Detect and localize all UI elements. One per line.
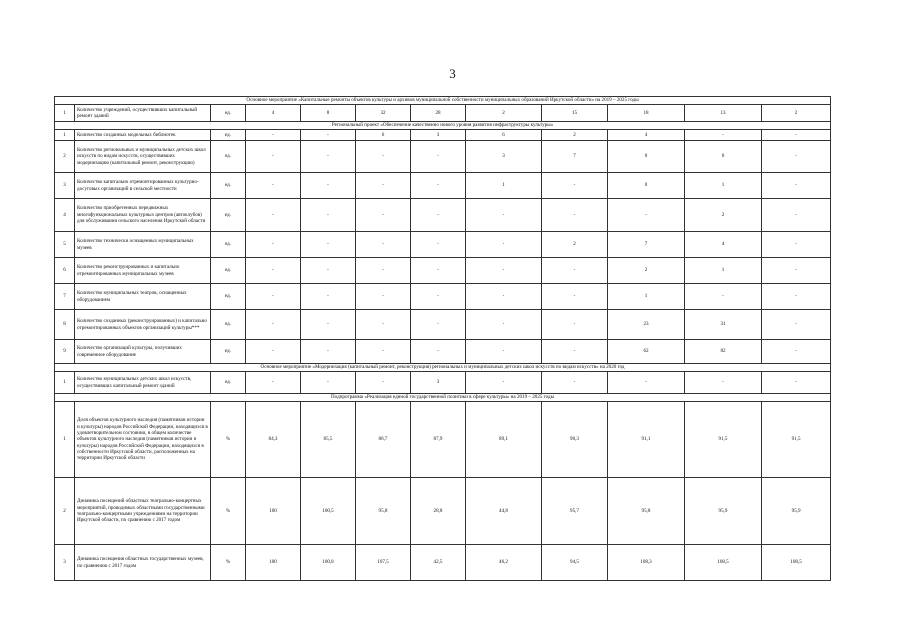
table-row — [55, 372, 831, 394]
value-cell: 95,7 — [542, 478, 608, 545]
value-cell: - — [542, 372, 608, 394]
value-cell: - — [542, 310, 608, 340]
value-cell: - — [762, 199, 831, 232]
indicator-name: Динамика посещений областных театрально-концертных мероприятий, проводимых областными государственными театрально-концертными учреждениями на территории Иркутской области, по сравнению с 2017 годом — [75, 478, 211, 545]
indicator-name: Количество технически оснащенных муниципальных музеев — [75, 232, 211, 258]
value-cell: - — [466, 340, 542, 364]
table-row — [55, 130, 831, 141]
indicator-name: Количество муниципальных театров, оснащенных оборудованием — [75, 284, 211, 310]
value-cell: 2 — [685, 199, 762, 232]
value-cell: 84,3 — [246, 402, 301, 478]
page-number: 3 — [449, 66, 456, 81]
row-number: 5 — [55, 232, 75, 258]
indicator-name: Количество приобретенных передвижных многофункциональных культурных центров (автоклубов) для обслуживания сельского населения Иркутской области — [75, 199, 211, 232]
value-cell: - — [542, 284, 608, 310]
value-cell: 3 — [411, 130, 466, 141]
value-cell: - — [411, 199, 466, 232]
value-cell: - — [542, 199, 608, 232]
value-cell: - — [246, 173, 301, 199]
value-cell: - — [301, 141, 356, 173]
value-cell: 62 — [608, 340, 685, 364]
value-cell: - — [301, 130, 356, 141]
value-cell: - — [356, 141, 411, 173]
value-cell: 89,1 — [466, 402, 542, 478]
value-cell: 1 — [466, 173, 542, 199]
indicator-name: Количество муниципальных детских школ искусств, осуществивших капитальный ремонт зданий — [75, 372, 211, 394]
value-cell: - — [246, 258, 301, 284]
value-cell: - — [762, 173, 831, 199]
value-cell: 2 — [542, 232, 608, 258]
value-cell: - — [762, 232, 831, 258]
value-cell: 1 — [608, 284, 685, 310]
value-cell: - — [466, 232, 542, 258]
value-cell: 87,9 — [411, 402, 466, 478]
value-cell: - — [411, 141, 466, 173]
table-row — [55, 232, 831, 258]
value-cell: - — [466, 284, 542, 310]
value-cell: 108,5 — [685, 545, 762, 581]
indicator-name: Доля объектов культурного наследия (памятников истории и культуры) народов Российской Федерации, находящихся в удовлетворительном состоянии, в общем количестве объектов культурного наследия (памятников истории и культуры) народов Российской Федерации, находящихся в собственности Иркутской области, расположенных на территории Иркутской области — [75, 402, 211, 478]
value-cell: 3 — [411, 372, 466, 394]
value-cell: - — [301, 372, 356, 394]
value-cell: 95,9 — [685, 478, 762, 545]
value-cell: - — [762, 284, 831, 310]
value-cell: 90,3 — [542, 402, 608, 478]
value-cell: 8 — [301, 105, 356, 122]
value-cell: - — [608, 199, 685, 232]
row-number: 1 — [55, 130, 75, 141]
value-cell: - — [246, 199, 301, 232]
table-row — [55, 402, 831, 478]
value-cell: 28 — [411, 105, 466, 122]
value-cell: 4 — [608, 130, 685, 141]
row-number: 3 — [55, 173, 75, 199]
value-cell: - — [411, 258, 466, 284]
value-cell: 95,8 — [356, 478, 411, 545]
value-cell: - — [356, 232, 411, 258]
value-cell: 4 — [246, 105, 301, 122]
value-cell: - — [301, 199, 356, 232]
value-cell: 95,9 — [762, 478, 831, 545]
value-cell: - — [466, 199, 542, 232]
row-number: 1 — [55, 402, 75, 478]
value-cell: 44,8 — [466, 478, 542, 545]
value-cell: 28,8 — [411, 478, 466, 545]
value-cell: 46,2 — [466, 545, 542, 581]
table-row — [55, 310, 831, 340]
value-cell: - — [762, 310, 831, 340]
value-cell: 31 — [685, 310, 762, 340]
value-cell: 100 — [246, 545, 301, 581]
value-cell: 2 — [542, 130, 608, 141]
value-cell: - — [301, 258, 356, 284]
unit-cell: ед. — [211, 258, 246, 284]
value-cell: - — [411, 310, 466, 340]
indicator-name: Количество капитально отремонтированных культурно-досуговых организаций в сельской местности — [75, 173, 211, 199]
value-cell: 95,8 — [608, 478, 685, 545]
row-number: 7 — [55, 284, 75, 310]
unit-cell: % — [211, 545, 246, 581]
value-cell: - — [466, 372, 542, 394]
unit-cell: ед. — [211, 199, 246, 232]
row-number: 2 — [55, 141, 75, 173]
value-cell: - — [608, 372, 685, 394]
section-title: Подпрограмма «Реализация единой государственной политики в сфере культуры» на 2019 – 2025 годы — [55, 394, 831, 402]
table-row — [55, 545, 831, 581]
value-cell: 3 — [466, 141, 542, 173]
value-cell: - — [246, 340, 301, 364]
value-cell: - — [356, 310, 411, 340]
unit-cell: ед. — [211, 310, 246, 340]
section-header-row — [55, 364, 831, 372]
value-cell: - — [542, 258, 608, 284]
value-cell: 108,5 — [762, 545, 831, 581]
value-cell: - — [356, 284, 411, 310]
table-row — [55, 105, 831, 122]
value-cell: 82 — [685, 340, 762, 364]
value-cell: 23 — [608, 310, 685, 340]
indicator-name: Количество учреждений, осуществивших капитальный ремонт зданий — [75, 105, 211, 122]
value-cell: - — [762, 141, 831, 173]
unit-cell: ед. — [211, 141, 246, 173]
value-cell: 13 — [685, 105, 762, 122]
value-cell: - — [246, 141, 301, 173]
table-row — [55, 340, 831, 364]
value-cell: - — [411, 232, 466, 258]
value-cell: - — [411, 340, 466, 364]
unit-cell: ед. — [211, 372, 246, 394]
value-cell: 7 — [542, 141, 608, 173]
value-cell: - — [762, 340, 831, 364]
value-cell: 6 — [466, 130, 542, 141]
value-cell: 7 — [608, 232, 685, 258]
table-row — [55, 141, 831, 173]
value-cell: - — [356, 372, 411, 394]
row-number: 8 — [55, 310, 75, 340]
unit-cell: % — [211, 478, 246, 545]
row-number: 1 — [55, 372, 75, 394]
value-cell: - — [246, 130, 301, 141]
section-header-row — [55, 394, 831, 402]
value-cell: 91,5 — [685, 402, 762, 478]
value-cell: - — [301, 340, 356, 364]
value-cell: 18 — [608, 105, 685, 122]
value-cell: 1 — [685, 173, 762, 199]
indicator-name: Количество реконструированных и капитально отремонтированных муниципальных музеев — [75, 258, 211, 284]
value-cell: - — [685, 284, 762, 310]
unit-cell: ед. — [211, 232, 246, 258]
value-cell: - — [301, 310, 356, 340]
table-row — [55, 258, 831, 284]
value-cell: - — [466, 310, 542, 340]
value-cell: 85,5 — [301, 402, 356, 478]
table-row — [55, 173, 831, 199]
value-cell: 94,5 — [542, 545, 608, 581]
value-cell: 100 — [246, 478, 301, 545]
unit-cell: ед. — [211, 284, 246, 310]
value-cell: - — [356, 199, 411, 232]
table-body — [55, 97, 831, 581]
indicator-name: Количество региональных и муниципальных детских школ искусств по видам искусств, осуществивших модернизацию (капитальный ремонт, реконструкцию) — [75, 141, 211, 173]
unit-cell: ед. — [211, 340, 246, 364]
value-cell: - — [356, 340, 411, 364]
value-cell: 108,3 — [608, 545, 685, 581]
value-cell: - — [762, 130, 831, 141]
value-cell: - — [685, 372, 762, 394]
value-cell: 6 — [356, 130, 411, 141]
indicator-name: Количество созданных модельных библиотек — [75, 130, 211, 141]
section-header-row — [55, 122, 831, 130]
row-number: 3 — [55, 545, 75, 581]
value-cell: 91,1 — [608, 402, 685, 478]
value-cell: 15 — [542, 105, 608, 122]
value-cell: - — [762, 258, 831, 284]
section-header-row — [55, 97, 831, 105]
value-cell: - — [411, 173, 466, 199]
value-cell: 0 — [608, 141, 685, 173]
value-cell: 0 — [685, 141, 762, 173]
value-cell: - — [542, 340, 608, 364]
value-cell: 2 — [608, 258, 685, 284]
unit-cell: ед. — [211, 130, 246, 141]
value-cell: - — [356, 258, 411, 284]
value-cell: - — [411, 284, 466, 310]
unit-cell: ед. — [211, 173, 246, 199]
value-cell: - — [542, 173, 608, 199]
row-number: 9 — [55, 340, 75, 364]
value-cell: 32 — [356, 105, 411, 122]
section-title: Основное мероприятие «Модернизация (капитальный ремонт, реконструкция) региональных и муниципальных детских школ искусств по видам искусств» на 2020 год — [55, 364, 831, 372]
row-number: 6 — [55, 258, 75, 284]
value-cell: - — [301, 173, 356, 199]
row-number: 2 — [55, 478, 75, 545]
value-cell: - — [246, 310, 301, 340]
value-cell: 91,5 — [762, 402, 831, 478]
value-cell: 0 — [608, 173, 685, 199]
section-title: Региональный проект «Обеспечение качественно нового уровня развития инфраструктуры культуры» — [55, 122, 831, 130]
value-cell: 1 — [685, 258, 762, 284]
table-row — [55, 478, 831, 545]
value-cell: - — [762, 372, 831, 394]
indicator-name: Количество созданных (реконструированных) и капитально отремонтированных объектов организаций культуры*** — [75, 310, 211, 340]
value-cell: - — [685, 130, 762, 141]
value-cell: 107,5 — [356, 545, 411, 581]
value-cell: 2 — [466, 105, 542, 122]
unit-cell: % — [211, 402, 246, 478]
value-cell: - — [356, 173, 411, 199]
value-cell: 100,5 — [301, 478, 356, 545]
value-cell: 2 — [762, 105, 831, 122]
value-cell: 86,7 — [356, 402, 411, 478]
unit-cell: ед. — [211, 105, 246, 122]
value-cell: - — [301, 232, 356, 258]
value-cell: 100,8 — [301, 545, 356, 581]
indicator-name: Динамика посещения областных государственных музеев, по сравнению с 2017 годом — [75, 545, 211, 581]
row-number: 1 — [55, 105, 75, 122]
value-cell: - — [301, 284, 356, 310]
value-cell: 42,5 — [411, 545, 466, 581]
row-number: 4 — [55, 199, 75, 232]
value-cell: - — [246, 284, 301, 310]
value-cell: 4 — [685, 232, 762, 258]
section-title: Основное мероприятие «Капитальные ремонты объектов культуры и архивов муниципальной собственности муниципальных образований Иркутской области» на 2019 – 2025 годы — [55, 97, 831, 105]
indicator-name: Количество организаций культуры, получивших современное оборудование — [75, 340, 211, 364]
value-cell: - — [246, 372, 301, 394]
table-row — [55, 284, 831, 310]
table-row — [55, 199, 831, 232]
value-cell: - — [466, 258, 542, 284]
value-cell: - — [246, 232, 301, 258]
indicators-table — [54, 96, 831, 581]
